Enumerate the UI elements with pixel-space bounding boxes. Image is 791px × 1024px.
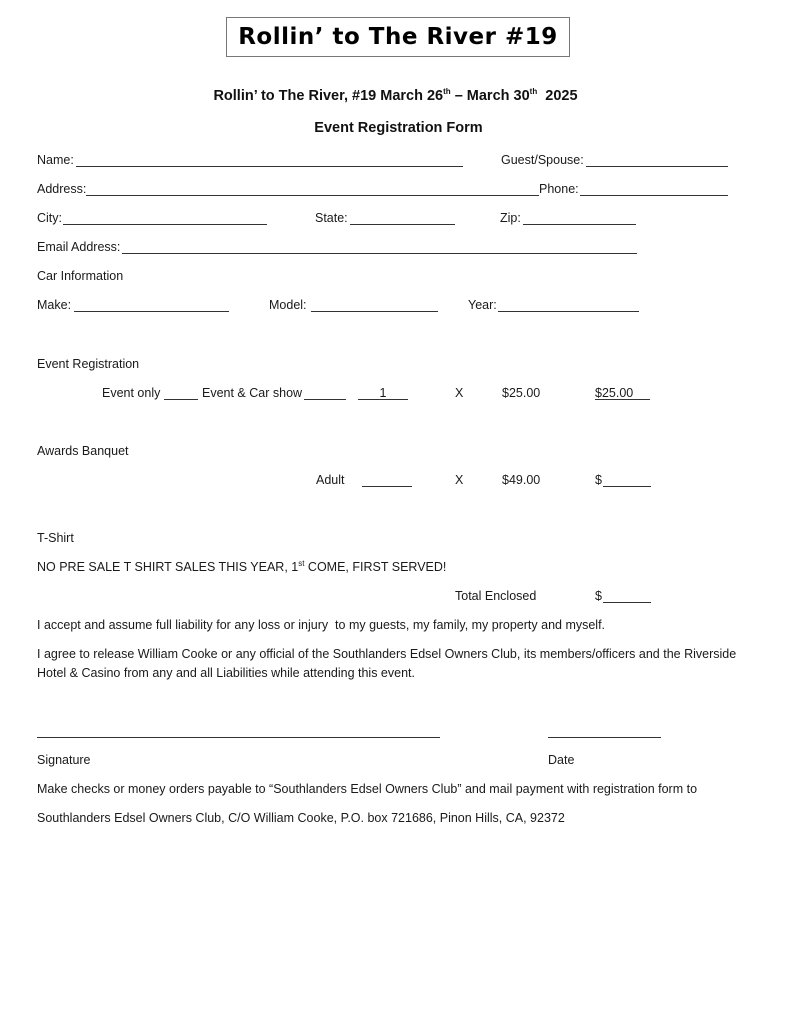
- event-line-sup2: th: [529, 87, 538, 97]
- banquet-currency: $: [595, 473, 602, 487]
- event-car-show-underline: [304, 399, 346, 400]
- date-label: Date: [548, 753, 575, 767]
- event-dates-heading: [0, 88, 791, 104]
- make-field[interactable]: [74, 297, 228, 311]
- tshirt-notice-sup: st: [298, 558, 305, 568]
- banner-title: Rollin’ to The River #19: [238, 24, 558, 50]
- total-currency: $: [595, 589, 602, 603]
- event-quantity-underline: [358, 399, 408, 400]
- state-underline: [350, 224, 455, 225]
- car-information-heading: Car Information: [37, 269, 124, 283]
- year-label: Year:: [468, 298, 497, 312]
- city-label: City:: [37, 211, 62, 225]
- banquet-total-field[interactable]: [603, 472, 650, 486]
- total-enclosed-underline: [603, 602, 651, 603]
- event-only-underline: [164, 399, 198, 400]
- event-line-part1: Rollin’ to The River, #19 March 26: [213, 88, 444, 104]
- tshirt-notice: [37, 559, 446, 575]
- event-car-show-label: Event & Car show: [202, 386, 303, 400]
- phone-label: Phone:: [539, 182, 579, 196]
- liability-release-line2: Hotel & Casino from any and all Liabilities while attending this event.: [37, 666, 415, 680]
- form-title: Event Registration Form: [314, 120, 483, 136]
- tshirt-heading: T-Shirt: [37, 531, 74, 545]
- event-line-total: $25.00: [595, 386, 634, 400]
- event-line-part2: – March 30: [450, 88, 530, 104]
- name-field[interactable]: [76, 152, 462, 166]
- adult-label: Adult: [316, 473, 345, 487]
- tshirt-notice-part1: NO PRE SALE T SHIRT SALES THIS YEAR, 1: [37, 560, 299, 574]
- model-label: Model:: [269, 298, 307, 312]
- name-underline: [76, 166, 463, 167]
- phone-field[interactable]: [580, 181, 727, 195]
- tshirt-notice-part2: COME, FIRST SERVED!: [304, 560, 447, 574]
- banquet-unit-price: $49.00: [502, 473, 541, 487]
- event-registration-heading: Event Registration: [37, 357, 140, 371]
- liability-release-line1: I agree to release William Cooke or any official of the Southlanders Edsel Owners Club, its members/officers and the Riverside: [37, 647, 737, 661]
- make-underline: [74, 311, 229, 312]
- make-label: Make:: [37, 298, 72, 312]
- date-field[interactable]: [548, 723, 660, 737]
- email-field[interactable]: [122, 239, 636, 253]
- event-only-field[interactable]: [164, 385, 198, 399]
- signature-field[interactable]: [37, 723, 439, 737]
- event-line-part3: 2025: [537, 88, 578, 104]
- event-times-sign: X: [455, 386, 464, 400]
- city-field[interactable]: [63, 210, 266, 224]
- total-enclosed-label: Total Enclosed: [455, 589, 537, 603]
- name-label: Name:: [37, 153, 74, 167]
- address-underline: [86, 195, 539, 196]
- guest-spouse-underline: [586, 166, 728, 167]
- event-line-total-underline: [595, 399, 650, 400]
- state-label: State:: [315, 211, 348, 225]
- event-line-sup1: th: [443, 87, 451, 97]
- model-underline: [311, 311, 438, 312]
- date-underline: [548, 737, 661, 738]
- zip-underline: [523, 224, 636, 225]
- year-underline: [498, 311, 639, 312]
- awards-banquet-heading: Awards Banquet: [37, 444, 129, 458]
- guest-spouse-label: Guest/Spouse:: [501, 153, 584, 167]
- city-underline: [63, 224, 267, 225]
- liability-accept-text: I accept and assume full liability for any loss or injury to my guests, my family, my property and myself.: [37, 618, 606, 632]
- adult-quantity-underline: [362, 486, 412, 487]
- total-enclosed-field[interactable]: [603, 588, 650, 602]
- email-underline: [122, 253, 637, 254]
- event-only-label: Event only: [102, 386, 161, 400]
- address-label: Address:: [37, 182, 87, 196]
- address-field[interactable]: [86, 181, 538, 195]
- phone-underline: [580, 195, 728, 196]
- event-car-show-field[interactable]: [304, 385, 346, 399]
- banner-title-box: [226, 17, 570, 57]
- year-field[interactable]: [498, 297, 638, 311]
- payment-instructions: Make checks or money orders payable to “Southlanders Edsel Owners Club” and mail payment with registration form to: [37, 782, 698, 796]
- guest-spouse-field[interactable]: [586, 152, 727, 166]
- banquet-total-underline: [603, 486, 651, 487]
- event-unit-price: $25.00: [502, 386, 541, 400]
- zip-field[interactable]: [523, 210, 635, 224]
- mailing-address: Southlanders Edsel Owners Club, C/O William Cooke, P.O. box 721686, Pinon Hills, CA, 92372: [37, 811, 565, 825]
- zip-label: Zip:: [500, 211, 521, 225]
- email-label: Email Address:: [37, 240, 121, 254]
- adult-quantity-field[interactable]: [362, 472, 411, 486]
- signature-underline: [37, 737, 440, 738]
- state-field[interactable]: [350, 210, 454, 224]
- signature-label: Signature: [37, 753, 91, 767]
- banquet-times-sign: X: [455, 473, 464, 487]
- event-quantity-value[interactable]: 1: [379, 386, 387, 400]
- model-field[interactable]: [311, 297, 437, 311]
